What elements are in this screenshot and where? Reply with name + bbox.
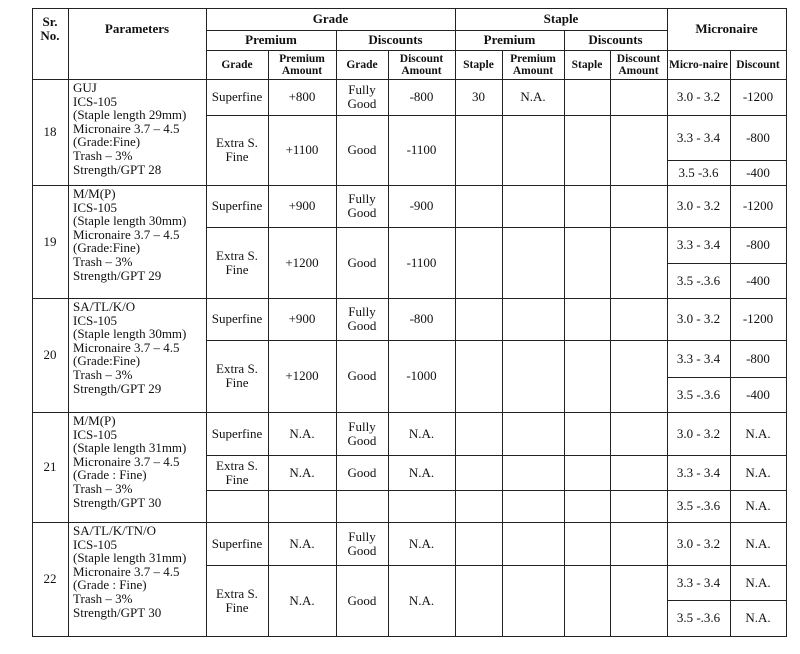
discount-grade-name: Fully Good (347, 82, 377, 111)
micronaire-range: 3.0 - 3.2 (676, 198, 721, 213)
parameter-line: ICS-105 (73, 93, 118, 109)
grade-name: Superfine (211, 198, 263, 213)
parameter-line: Trash – 3% (73, 480, 133, 496)
grade-name: Extra S. Fine (216, 135, 258, 164)
grade-name: Superfine (211, 535, 263, 551)
discount-grade-name: Fully Good (347, 418, 377, 448)
micronaire-discount: N.A. (745, 425, 771, 441)
micronaire-discount: N.A. (745, 574, 771, 590)
micronaire-discount: -800 (746, 237, 770, 252)
staple-value: 30 (472, 89, 485, 104)
parameter-line: M/M(P) (73, 413, 116, 428)
micronaire-group-header: Micronaire (695, 21, 758, 36)
parameter-line: Strength/GPT 30 (73, 494, 162, 510)
micronaire-range: 3.0 - 3.2 (676, 311, 721, 326)
micronaire-range: 3.5 -.3.6 (676, 498, 721, 513)
micronaire-range: 3.3 - 3.4 (676, 237, 721, 252)
discount-grade-name: Good (347, 142, 377, 157)
discount-grade-name: Fully Good (347, 304, 377, 333)
subheader-premium-amount: Premium Amount (510, 52, 556, 77)
grid-line (32, 636, 787, 637)
discount-amount: N.A. (408, 592, 435, 608)
premium-amount: +900 (288, 311, 316, 326)
parameter-line: (Staple length 31mm) (73, 440, 187, 456)
premium-amount: N.A. (289, 592, 315, 608)
parameter-line: Micronaire 3.7 – 4.5 (73, 226, 180, 242)
discount-grade-name: Fully Good (347, 191, 377, 220)
discount-grade-name: Good (347, 464, 377, 480)
subheader-premium-amount: Premium Amount (279, 52, 325, 77)
parameter-line: SA/TL/K/O (73, 299, 136, 314)
micronaire-discount: -400 (746, 272, 770, 288)
micronaire-discount: -1200 (742, 89, 774, 104)
parameter-line: SA/TL/K/TN/O (73, 523, 157, 538)
staple-discounts-header: Discounts (588, 32, 643, 47)
grid-line (68, 8, 69, 637)
parameter-line: Micronaire 3.7 – 4.5 (73, 563, 180, 579)
parameter-line: ICS-105 (73, 199, 118, 215)
parameter-line: (Grade:Fine) (73, 134, 141, 150)
parameter-line: (Staple length 30mm) (73, 213, 187, 229)
discount-grade-name: Good (347, 592, 377, 608)
parameter-line: Micronaire 3.7 – 4.5 (73, 339, 180, 355)
micronaire-range: 3.3 - 3.4 (676, 464, 721, 480)
discount-amount: -800 (409, 89, 434, 104)
grid-line (455, 455, 668, 456)
micronaire-range: 3.3 - 3.4 (676, 574, 721, 590)
premium-amount: +1100 (285, 142, 319, 157)
discount-amount: -1100 (406, 254, 437, 270)
grade-name: Superfine (211, 425, 263, 441)
parameter-line: Trash – 3% (73, 366, 133, 382)
grade-name: Extra S. Fine (216, 457, 258, 487)
parameter-line: ICS-105 (73, 312, 118, 328)
grid-line (206, 490, 456, 491)
premium-amount: N.A. (289, 425, 315, 441)
grid-line (786, 8, 787, 637)
parameter-line: GUJ (73, 80, 97, 95)
parameter-line: (Staple length 31mm) (73, 550, 187, 566)
parameter-line: (Grade:Fine) (73, 240, 141, 256)
grid-line (610, 50, 611, 637)
sr-number: 18 (43, 124, 57, 139)
parameters-block (73, 187, 205, 282)
discount-grade-name: Fully Good (347, 528, 377, 558)
parameters-block (73, 414, 205, 509)
parameter-line: M/M(P) (73, 186, 116, 201)
grade-name: Superfine (211, 311, 263, 326)
subheader-discount: Discount (736, 58, 780, 71)
parameter-line: (Grade : Fine) (73, 577, 147, 593)
staple-group-header: Staple (543, 11, 579, 26)
subheader-staple: Staple (571, 58, 603, 71)
micronaire-range: 3.0 - 3.2 (676, 425, 721, 441)
parameter-line: (Grade : Fine) (73, 467, 147, 483)
micronaire-range: 3.3 - 3.4 (676, 350, 721, 366)
micronaire-discount: -1200 (742, 311, 774, 326)
grid-line (455, 490, 668, 491)
parameter-line: (Staple length 30mm) (73, 326, 187, 342)
discount-amount: N.A. (408, 425, 435, 441)
parameter-line: (Grade:Fine) (73, 353, 141, 369)
sr-number: 19 (43, 233, 57, 249)
subheader-discount-amount: Discount Amount (616, 52, 661, 77)
grade-premium-header: Premium (245, 32, 297, 47)
premium-amount: +1200 (285, 254, 319, 270)
parameter-line: ICS-105 (73, 426, 118, 442)
micronaire-discount: N.A. (745, 498, 771, 513)
micronaire-range: 3.5 -.3.6 (676, 386, 721, 402)
parameter-line: Micronaire 3.7 – 4.5 (73, 120, 180, 136)
micronaire-discount: -800 (746, 350, 770, 366)
grade-name: Extra S. Fine (216, 247, 258, 277)
premium-amount: +900 (288, 198, 316, 213)
premium-amount: N.A. (289, 464, 315, 480)
parameter-line: Trash – 3% (73, 590, 133, 606)
staple-premium-header: Premium (483, 32, 536, 47)
parameter-line: Trash – 3% (73, 253, 133, 269)
premium-amount: +800 (288, 89, 316, 104)
grid-line (502, 50, 503, 637)
sr-number: 20 (43, 347, 57, 362)
discount-grade-name: Good (347, 254, 377, 270)
micronaire-discount: N.A. (745, 610, 771, 625)
parameter-line: Strength/GPT 30 (73, 604, 162, 620)
subheader-grade: Grade (346, 58, 378, 71)
discount-amount: N.A. (408, 464, 435, 480)
grade-name: Extra S. Fine (216, 585, 258, 615)
premium-amount: N.A. (289, 535, 315, 551)
parameter-line: Strength/GPT 28 (73, 161, 162, 177)
discount-amount: -900 (409, 198, 434, 213)
discount-amount: N.A. (408, 535, 435, 551)
discount-amount: -1100 (406, 142, 437, 157)
subheader-staple: Staple (463, 58, 494, 71)
micronaire-range: 3.5 -.3.6 (676, 610, 721, 625)
discount-amount: -800 (409, 311, 434, 326)
grid-line (455, 115, 668, 116)
sr-number: 22 (43, 571, 57, 586)
sr-no-header: Sr. No. (40, 14, 60, 43)
micronaire-range: 3.3 - 3.4 (676, 129, 721, 145)
parameter-line: Micronaire 3.7 – 4.5 (73, 453, 180, 469)
parameter-line: Strength/GPT 29 (73, 380, 162, 396)
premium-amount: +1200 (285, 368, 319, 383)
grid-line (455, 565, 668, 566)
parameters-block (73, 524, 205, 619)
grid-line (564, 30, 565, 637)
sr-number: 21 (43, 459, 57, 474)
micronaire-discount: -400 (746, 164, 770, 180)
micronaire-discount: N.A. (745, 464, 771, 480)
staple-premium-amount: N.A. (520, 89, 546, 104)
parameters-block (73, 81, 205, 176)
grid-line (455, 340, 668, 341)
parameter-line: Trash – 3% (73, 147, 133, 163)
micronaire-range: 3.0 - 3.2 (676, 89, 721, 104)
micronaire-range: 3.0 - 3.2 (676, 535, 721, 551)
micronaire-discount: -800 (746, 129, 770, 145)
parameters-block (73, 300, 205, 395)
parameter-line: ICS-105 (73, 536, 118, 552)
parameters-header: Parameters (104, 21, 170, 36)
grade-group-header: Grade (312, 11, 349, 26)
subheader-micronaire: Micro-naire (669, 58, 728, 71)
subheader-grade: Grade (221, 58, 253, 71)
subheader-discount-amount: Discount Amount (399, 52, 444, 77)
grade-name: Extra S. Fine (216, 361, 258, 390)
grid-line (455, 227, 668, 228)
micronaire-range: 3.5 -.3.6 (676, 272, 721, 288)
discount-amount: -1000 (406, 368, 437, 383)
parameter-line: Strength/GPT 29 (73, 267, 162, 283)
grade-discounts-header: Discounts (368, 32, 423, 47)
grade-name: Superfine (211, 89, 263, 104)
parameter-line: (Staple length 29mm) (73, 107, 187, 123)
micronaire-discount: -1200 (742, 198, 774, 213)
micronaire-discount: -400 (746, 386, 770, 402)
micronaire-discount: N.A. (745, 535, 771, 551)
discount-grade-name: Good (347, 368, 377, 383)
micronaire-range: 3.5 -3.6 (678, 164, 719, 180)
